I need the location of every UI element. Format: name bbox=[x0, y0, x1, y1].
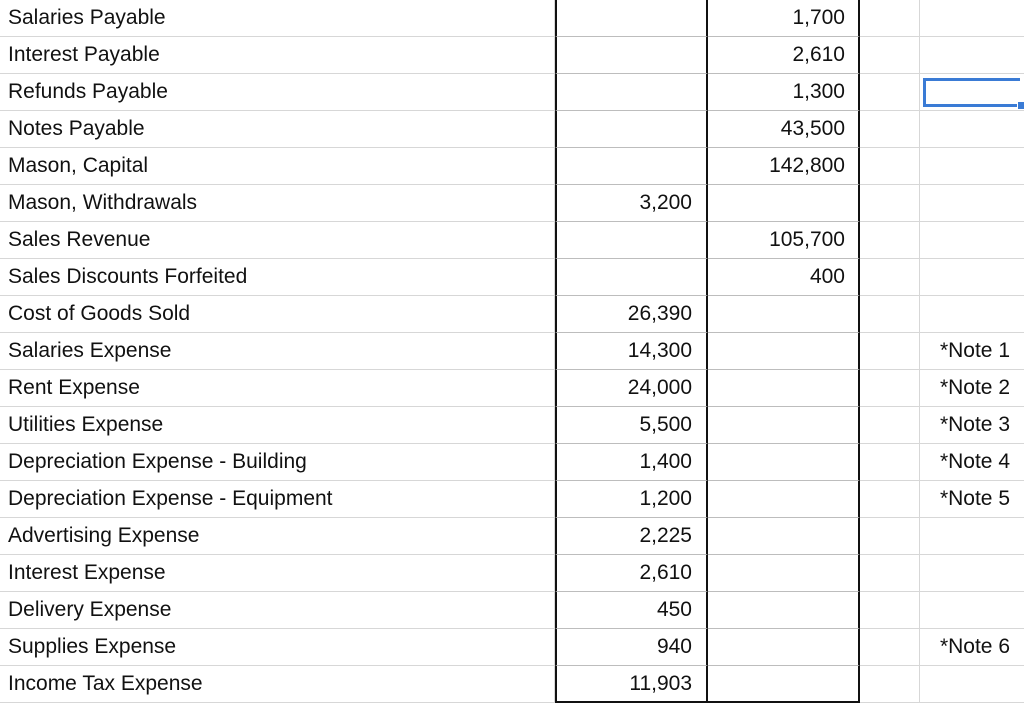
account-cell[interactable]: Depreciation Expense - Building bbox=[0, 444, 555, 481]
note-cell[interactable] bbox=[920, 37, 1024, 74]
credit-cell[interactable] bbox=[708, 518, 860, 555]
note-cell[interactable]: *Note 2 bbox=[920, 370, 1024, 407]
account-cell[interactable]: Sales Revenue bbox=[0, 222, 555, 259]
account-cell[interactable]: Notes Payable bbox=[0, 111, 555, 148]
debit-cell[interactable]: 2,225 bbox=[555, 518, 708, 555]
credit-cell[interactable]: 1,300 bbox=[708, 74, 860, 111]
debit-cell[interactable] bbox=[555, 37, 708, 74]
empty-cell[interactable] bbox=[860, 407, 920, 444]
empty-cell[interactable] bbox=[860, 296, 920, 333]
empty-cell[interactable] bbox=[860, 481, 920, 518]
table-row bbox=[0, 74, 1024, 111]
account-cell[interactable]: Supplies Expense bbox=[0, 629, 555, 666]
debit-cell[interactable]: 11,903 bbox=[555, 666, 708, 703]
note-cell[interactable] bbox=[920, 185, 1024, 222]
credit-cell[interactable]: 400 bbox=[708, 259, 860, 296]
debit-cell[interactable] bbox=[555, 259, 708, 296]
account-cell[interactable]: Depreciation Expense - Equipment bbox=[0, 481, 555, 518]
note-cell[interactable] bbox=[920, 259, 1024, 296]
debit-cell[interactable]: 1,200 bbox=[555, 481, 708, 518]
credit-cell[interactable] bbox=[708, 444, 860, 481]
note-cell[interactable] bbox=[920, 148, 1024, 185]
credit-cell[interactable] bbox=[708, 370, 860, 407]
credit-cell[interactable] bbox=[708, 333, 860, 370]
note-cell[interactable] bbox=[920, 0, 1024, 37]
table-row bbox=[0, 37, 1024, 74]
credit-cell[interactable] bbox=[708, 592, 860, 629]
debit-cell[interactable]: 14,300 bbox=[555, 333, 708, 370]
account-cell[interactable]: Utilities Expense bbox=[0, 407, 555, 444]
debit-cell[interactable]: 3,200 bbox=[555, 185, 708, 222]
debit-cell[interactable]: 940 bbox=[555, 629, 708, 666]
fill-handle[interactable] bbox=[1017, 101, 1024, 110]
empty-cell[interactable] bbox=[860, 333, 920, 370]
credit-cell[interactable] bbox=[708, 296, 860, 333]
debit-cell[interactable]: 1,400 bbox=[555, 444, 708, 481]
empty-cell[interactable] bbox=[860, 370, 920, 407]
debit-cell[interactable] bbox=[555, 148, 708, 185]
table-row bbox=[0, 111, 1024, 148]
empty-cell[interactable] bbox=[860, 37, 920, 74]
debit-cell[interactable] bbox=[555, 111, 708, 148]
table-row bbox=[0, 555, 1024, 592]
table-row bbox=[0, 518, 1024, 555]
empty-cell[interactable] bbox=[860, 629, 920, 666]
debit-cell[interactable]: 450 bbox=[555, 592, 708, 629]
credit-cell[interactable] bbox=[708, 629, 860, 666]
table-row bbox=[0, 222, 1024, 259]
table-row bbox=[0, 407, 1024, 444]
credit-cell[interactable] bbox=[708, 407, 860, 444]
debit-cell[interactable]: 5,500 bbox=[555, 407, 708, 444]
empty-cell[interactable] bbox=[860, 518, 920, 555]
table-row bbox=[0, 0, 1024, 37]
account-cell[interactable]: Interest Payable bbox=[0, 37, 555, 74]
table-row bbox=[0, 259, 1024, 296]
account-cell[interactable]: Mason, Capital bbox=[0, 148, 555, 185]
account-cell[interactable]: Cost of Goods Sold bbox=[0, 296, 555, 333]
note-cell[interactable] bbox=[920, 222, 1024, 259]
credit-cell[interactable]: 2,610 bbox=[708, 37, 860, 74]
empty-cell[interactable] bbox=[860, 259, 920, 296]
account-cell[interactable]: Refunds Payable bbox=[0, 74, 555, 111]
table-row bbox=[0, 296, 1024, 333]
debit-cell[interactable]: 2,610 bbox=[555, 555, 708, 592]
empty-cell[interactable] bbox=[860, 666, 920, 703]
note-cell[interactable] bbox=[920, 296, 1024, 333]
empty-cell[interactable] bbox=[860, 148, 920, 185]
note-cell[interactable]: *Note 1 bbox=[920, 333, 1024, 370]
empty-cell[interactable] bbox=[860, 444, 920, 481]
empty-cell[interactable] bbox=[860, 555, 920, 592]
account-cell[interactable]: Rent Expense bbox=[0, 370, 555, 407]
empty-cell[interactable] bbox=[860, 0, 920, 37]
note-cell[interactable] bbox=[920, 592, 1024, 629]
debit-cell[interactable]: 26,390 bbox=[555, 296, 708, 333]
account-cell[interactable]: Salaries Payable bbox=[0, 0, 555, 37]
table-row bbox=[0, 629, 1024, 666]
debit-cell[interactable] bbox=[555, 222, 708, 259]
account-cell[interactable]: Sales Discounts Forfeited bbox=[0, 259, 555, 296]
note-cell[interactable] bbox=[920, 518, 1024, 555]
credit-cell[interactable]: 142,800 bbox=[708, 148, 860, 185]
selected-cell-outline[interactable] bbox=[923, 78, 1020, 107]
empty-cell[interactable] bbox=[860, 111, 920, 148]
table-row bbox=[0, 666, 1024, 703]
credit-cell[interactable]: 105,700 bbox=[708, 222, 860, 259]
note-cell[interactable] bbox=[920, 666, 1024, 703]
debit-cell[interactable] bbox=[555, 0, 708, 37]
credit-cell[interactable] bbox=[708, 666, 860, 703]
credit-cell[interactable]: 1,700 bbox=[708, 0, 860, 37]
debit-cell[interactable]: 24,000 bbox=[555, 370, 708, 407]
empty-cell[interactable] bbox=[860, 185, 920, 222]
account-cell[interactable]: Interest Expense bbox=[0, 555, 555, 592]
table-row bbox=[0, 333, 1024, 370]
note-cell[interactable] bbox=[920, 111, 1024, 148]
note-cell[interactable] bbox=[920, 555, 1024, 592]
note-cell[interactable]: *Note 3 bbox=[920, 407, 1024, 444]
credit-cell[interactable] bbox=[708, 185, 860, 222]
table-row bbox=[0, 370, 1024, 407]
account-cell[interactable]: Salaries Expense bbox=[0, 333, 555, 370]
credit-cell[interactable] bbox=[708, 481, 860, 518]
table-row bbox=[0, 185, 1024, 222]
empty-cell[interactable] bbox=[860, 222, 920, 259]
table-row bbox=[0, 148, 1024, 185]
debit-cell[interactable] bbox=[555, 74, 708, 111]
account-cell[interactable]: Income Tax Expense bbox=[0, 666, 555, 703]
table-row bbox=[0, 444, 1024, 481]
note-cell[interactable]: *Note 4 bbox=[920, 444, 1024, 481]
account-cell[interactable]: Delivery Expense bbox=[0, 592, 555, 629]
account-cell[interactable]: Advertising Expense bbox=[0, 518, 555, 555]
note-cell[interactable]: *Note 5 bbox=[920, 481, 1024, 518]
account-cell[interactable]: Mason, Withdrawals bbox=[0, 185, 555, 222]
credit-cell[interactable]: 43,500 bbox=[708, 111, 860, 148]
empty-cell[interactable] bbox=[860, 74, 920, 111]
empty-cell[interactable] bbox=[860, 592, 920, 629]
credit-cell[interactable] bbox=[708, 555, 860, 592]
table-row bbox=[0, 481, 1024, 518]
note-cell[interactable]: *Note 6 bbox=[920, 629, 1024, 666]
table-row bbox=[0, 592, 1024, 629]
